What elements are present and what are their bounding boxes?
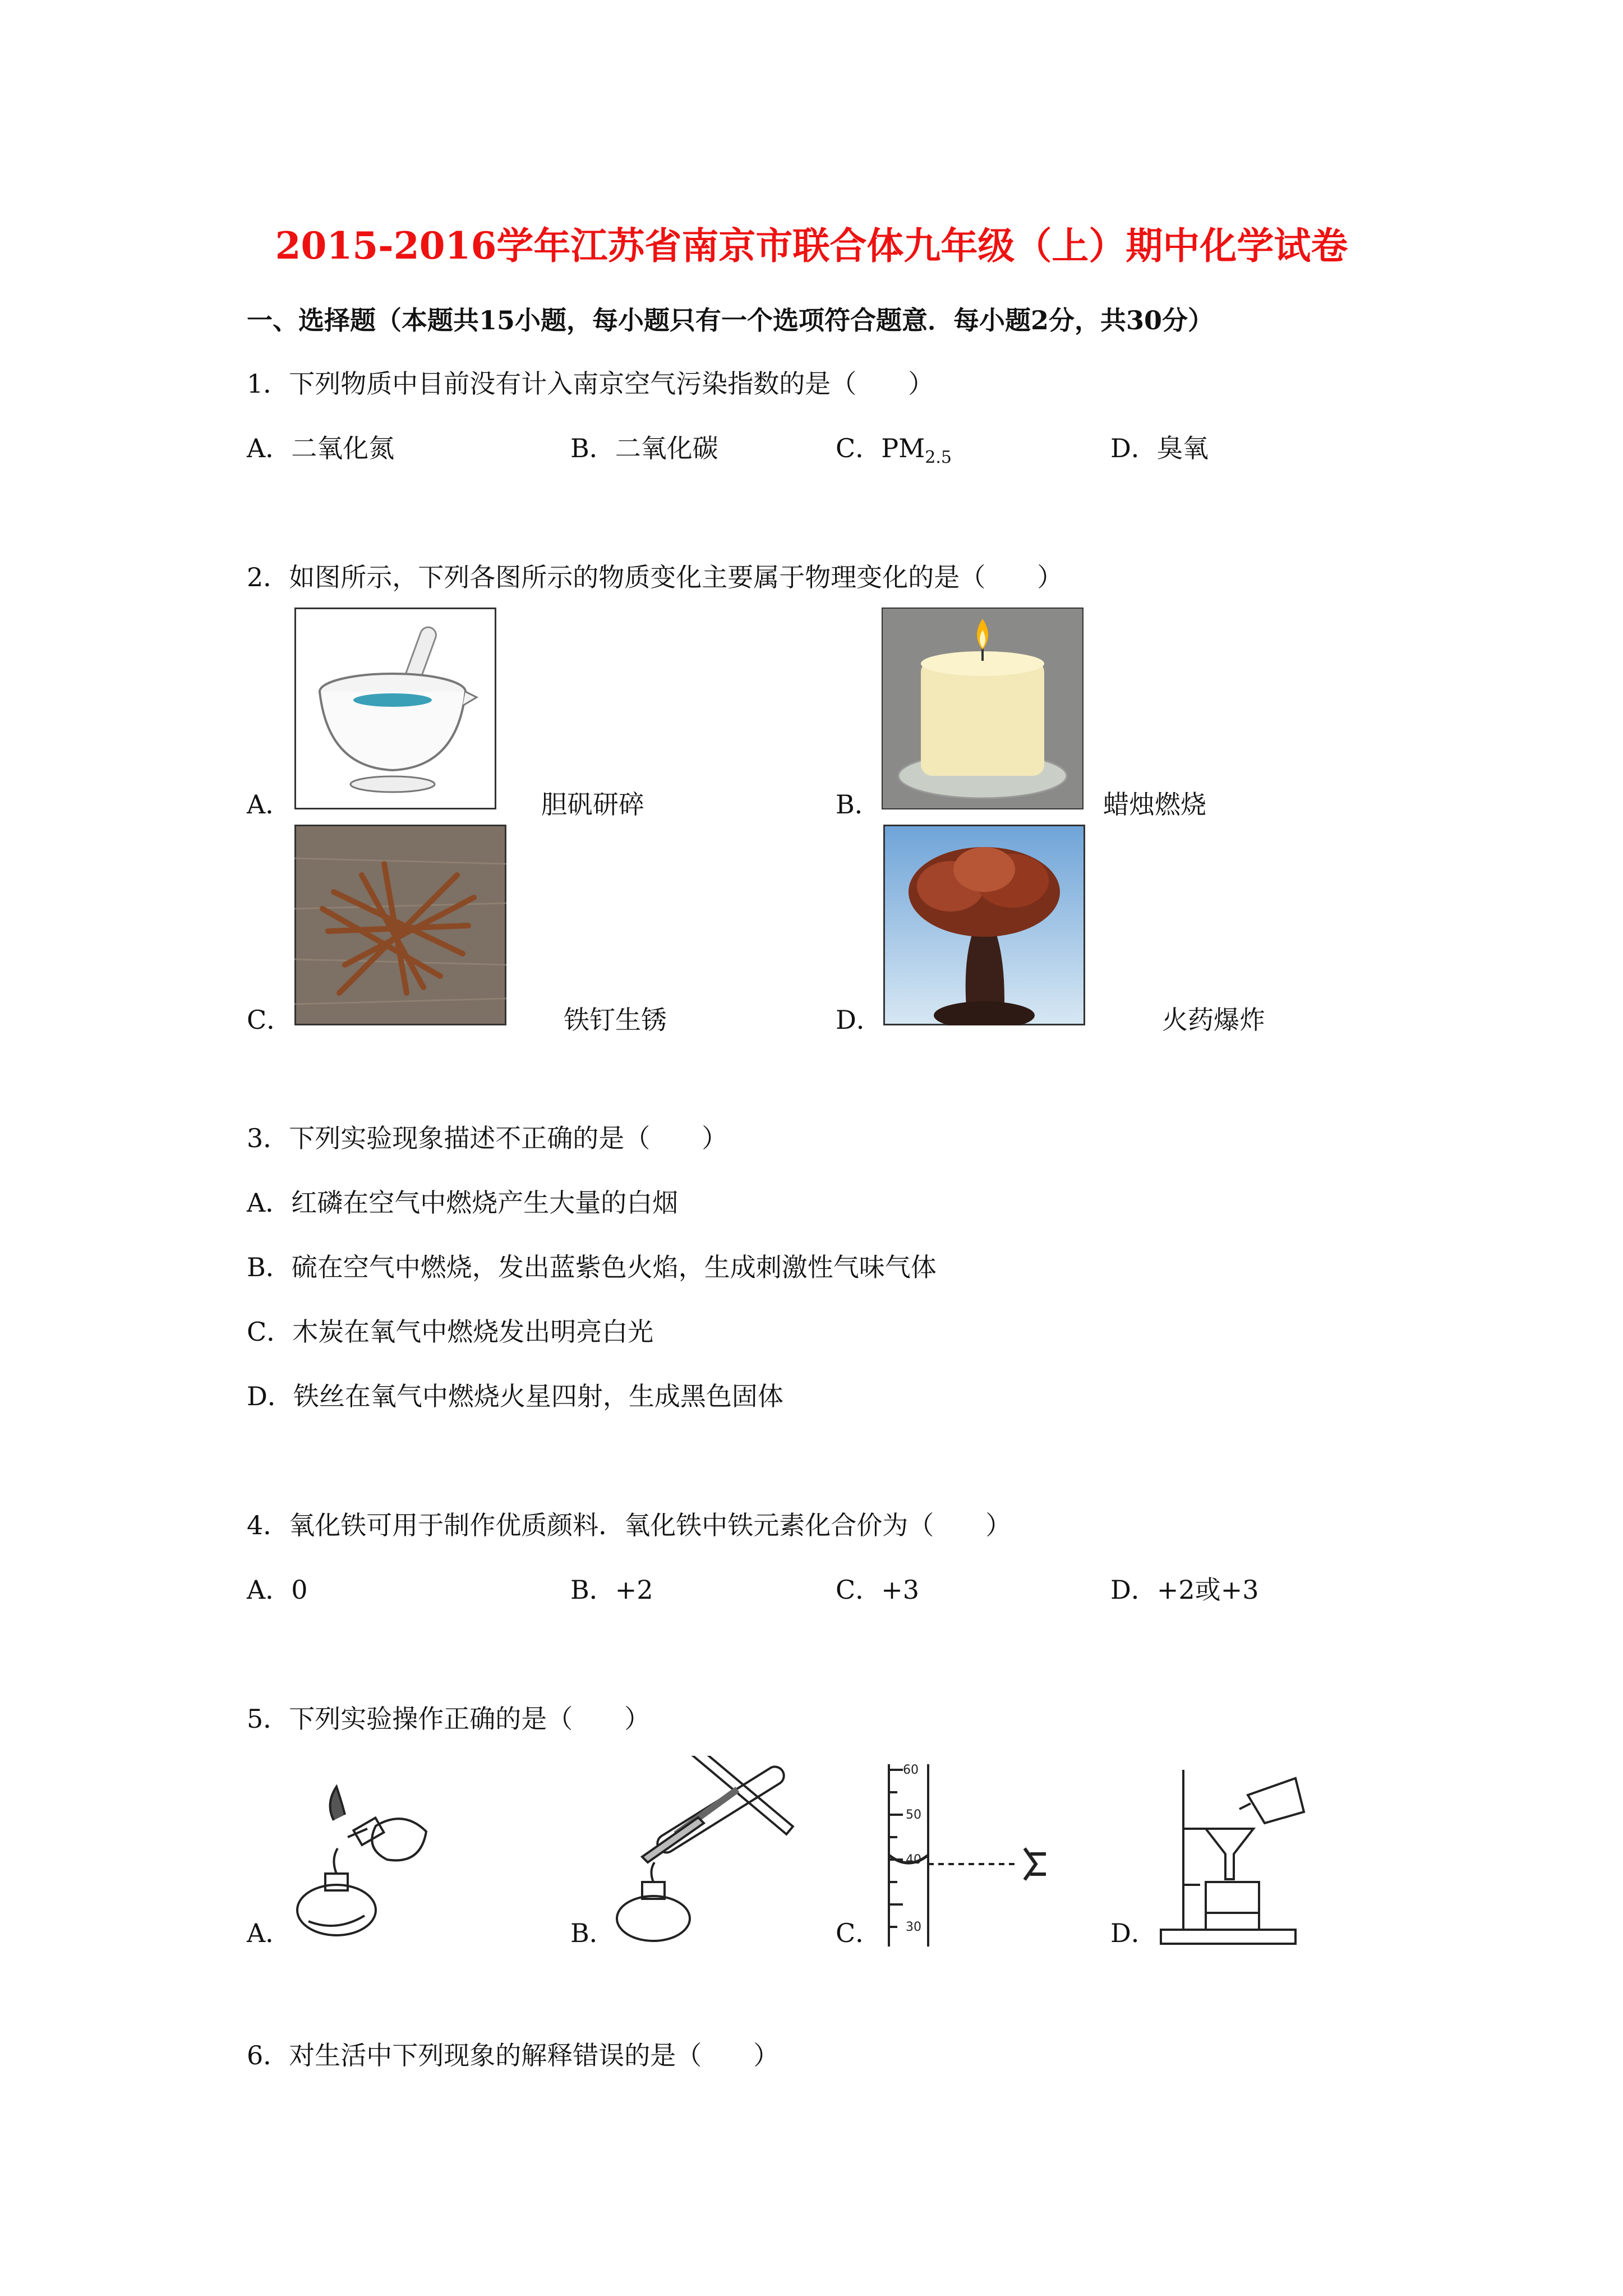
alcohol-lamp-lighting-icon [292,1775,437,1944]
question-1-stem: 1．下列物质中目前没有计入南京空气污染指数的是（ ） [247,369,934,399]
q2-option-d-letter: D． [836,1005,882,1035]
rusty-nails-icon [294,825,506,1025]
q2-caption-c: 铁钉生锈 [564,1005,667,1035]
q4-option-b: B．+2 [570,1575,653,1605]
q2-option-b-letter: B． [836,789,880,820]
q1-option-d: D．臭氧 [1110,433,1209,463]
q2-option-a-letter: A． [247,789,292,820]
q3-option-a: A．红磷在空气中燃烧产生大量的白烟 [247,1188,679,1218]
section-heading: 一、选择题（本题共15小题，每小题只有一个选项符合题意．每小题2分，共30分） [247,305,1214,335]
question-6-stem: 6．对生活中下列现象的解释错误的是（ ） [247,2040,780,2070]
graduated-cylinder-reading-icon [878,1759,1068,1949]
question-5-stem: 5．下列实验操作正确的是（ ） [247,1704,651,1734]
q5-option-a-letter: A． [247,1918,292,1948]
cylinder-tick-50: 50 [906,1808,921,1822]
q2-option-c-letter: C． [247,1005,293,1035]
q4-option-d: D．+2或+3 [1110,1575,1259,1605]
test-tube-heating-icon [608,1756,816,1947]
pm-subscript: 2.5 [925,448,952,467]
page-title: 2015-2016学年江苏省南京市联合体九年级（上）期中化学试卷 [275,224,1348,268]
q5-option-c-letter: C． [836,1918,882,1948]
q3-option-c: C．木炭在氧气中燃烧发出明亮白光 [247,1317,654,1347]
q3-option-d: D．铁丝在氧气中燃烧火星四射，生成黑色固体 [247,1381,783,1411]
cylinder-tick-30: 30 [906,1920,921,1934]
q1-option-c: C．$PM_{2.5}$ [836,433,952,467]
question-4-stem: 4．氧化铁可用于制作优质颜料．氧化铁中铁元素化合价为（ ） [247,1510,1012,1540]
q2-caption-b: 蜡烛燃烧 [1103,789,1206,820]
q1-option-a: A．二氧化氮 [247,433,395,463]
candle-icon [882,608,1083,809]
q5-option-d-letter: D． [1110,1918,1157,1948]
q1-option-b: B．二氧化碳 [570,433,718,463]
q2-caption-a: 胆矾研碎 [541,789,644,820]
q5-option-b-letter: B． [570,1918,615,1948]
explosion-cloud-icon [883,825,1085,1025]
cylinder-tick-40: 40 [906,1853,921,1867]
filtration-setup-icon [1155,1761,1318,1947]
cylinder-tick-60: 60 [903,1763,919,1777]
question-3-stem: 3．下列实验现象描述不正确的是（ ） [247,1123,728,1153]
q4-option-c: C．+3 [836,1575,920,1605]
q3-option-b: B．硫在空气中燃烧，发出蓝紫色火焰，生成刺激性气味气体 [247,1252,937,1282]
q4-option-a: A．0 [247,1575,308,1605]
q2-caption-d: 火药爆炸 [1162,1005,1265,1035]
question-2-stem: 2．如图所示，下列各图所示的物质变化主要属于物理变化的是（ ） [247,562,1063,592]
mortar-pestle-icon [294,608,496,809]
